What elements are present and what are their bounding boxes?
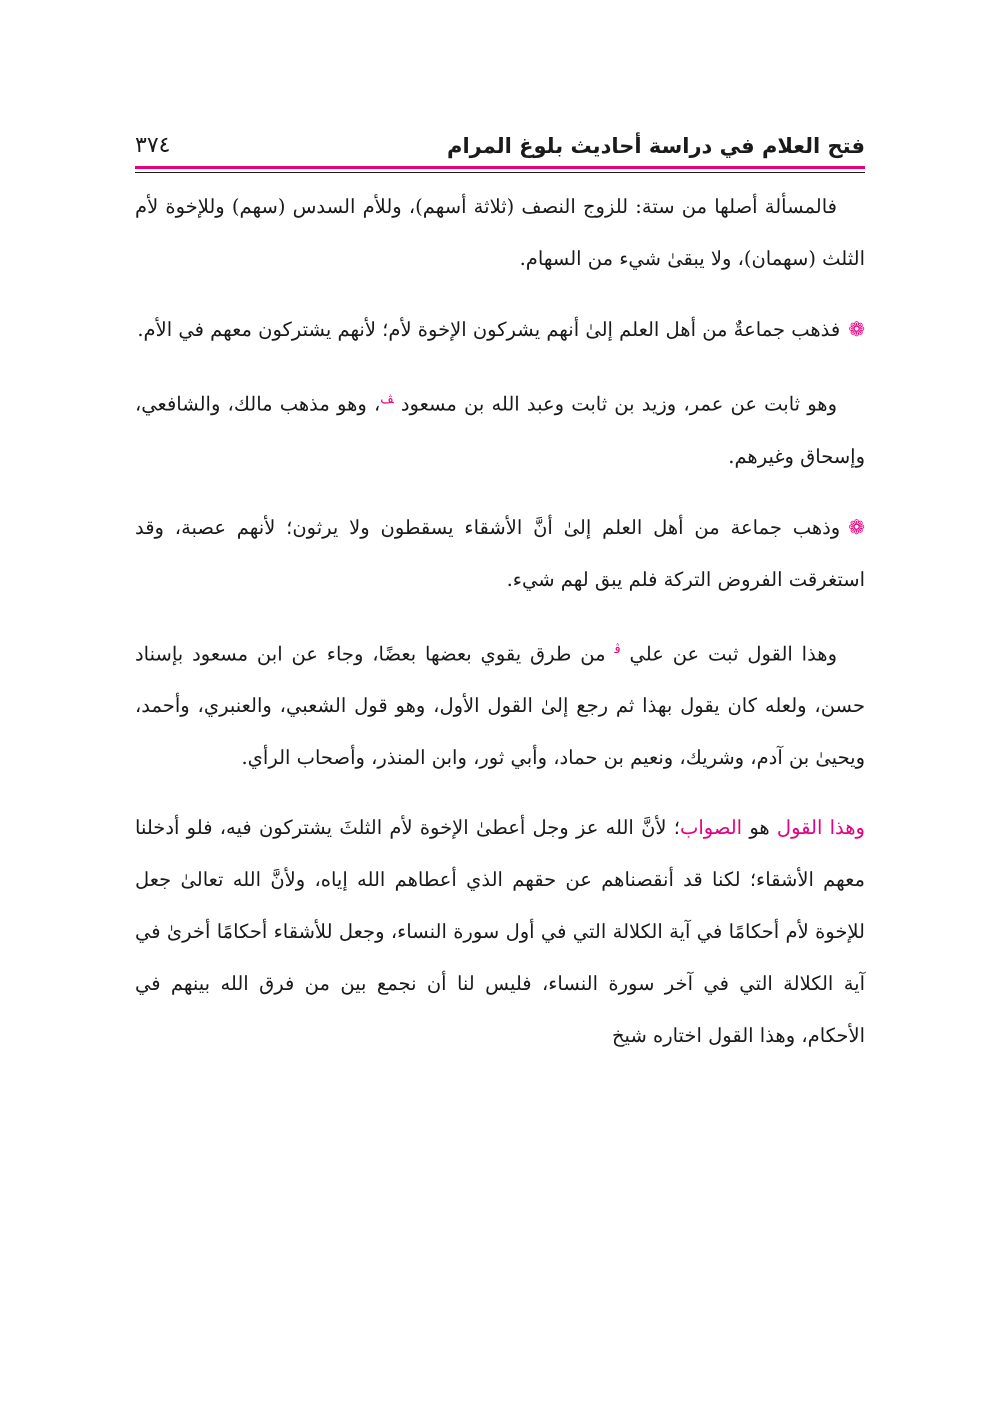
page-number: ٣٧٤ xyxy=(135,133,171,158)
paragraph-4 xyxy=(135,501,865,606)
paragraph-3-after: ، وهو مذهب مالك، والشافعي، وإسحاق وغيرهم. xyxy=(135,392,865,468)
flower-icon: ❁ xyxy=(848,317,865,341)
highlight-correct: الصواب xyxy=(679,816,743,839)
paragraph-5-before: وهذا القول ثبت عن علي xyxy=(629,642,838,665)
paragraph-6-rest: ؛ لأنَّ الله عز وجل أعطىٰ الإخوة لأم الثلثَ يشتركون فيه، فلو أدخلنا معهم الأشقاء؛ لكنا قد أنقصناهم عن حقهم الذي أعطاهم الله إياه، ولأنَّ الله تعالىٰ جعل للإخوة لأم أحكامًا في آية الكلالة التي في أول سورة النساء، وجعل للأشقاء أحكامًا أخرىٰ في آية الكلالة التي في آخر سورة النساء، فليس لنا أن نجمع بين من فرق الله بينهم في الأحكام، وهذا القول اختاره شيخ xyxy=(135,816,865,1047)
paragraph-3-before: وهو ثابت عن عمر، وزيد بن ثابت وعبد الله بن مسعود xyxy=(400,392,837,416)
paragraph-6-mid: هو xyxy=(742,816,777,839)
page-header xyxy=(135,128,865,164)
paragraph-4-text: وذهب جماعة من أهل العلم إلىٰ أنَّ الأشقاء يسقطون ولا يرثون؛ لأنهم عصبة، وقد استغرقت الفروض التركة فلم يبق لهم شيء. xyxy=(135,515,865,591)
paragraph-5 xyxy=(135,624,865,785)
paragraph-6 xyxy=(135,802,865,1062)
paragraph-1: فالمسألة أصلها من ستة: للزوج النصف (ثلاثة أسهم)، وللأم السدس (سهم) وللإخوة لأم الثلث (سهمان)، ولا يبقىٰ شيء من السهام. xyxy=(135,195,865,270)
paragraph-5-after: من طرق يقوي بعضها بعضًا، وجاء عن ابن مسعود بإسناد حسن، ولعله كان يقول بهذا ثم رجع إلىٰ القول الأول، وهو قول الشعبي، والعنبري، وأحمد، ويحيىٰ بن آدم، وشريك، ونعيم بن حماد، وأبي ثور، وابن المنذر، وأصحاب الرأي. xyxy=(135,642,865,769)
header-rule-accent xyxy=(135,166,865,169)
honorific-glyph: ﭬ xyxy=(614,641,621,657)
flower-icon: ❁ xyxy=(848,514,865,539)
honorific-glyph: ﭫ xyxy=(380,392,394,407)
highlight-this-opinion: وهذا القول xyxy=(776,816,865,839)
document-page xyxy=(135,128,865,1062)
paragraph-2 xyxy=(135,303,865,356)
header-rule-thin xyxy=(135,172,865,173)
paragraph-2-text: فذهب جماعةٌ من أهل العلم إلىٰ أنهم يشركون الإخوة لأم؛ لأنهم يشتركون معهم في الأم. xyxy=(137,318,841,341)
paragraph-3 xyxy=(135,374,865,483)
book-title: فتح العلام في دراسة أحاديث بلوغ المرام xyxy=(447,134,865,158)
